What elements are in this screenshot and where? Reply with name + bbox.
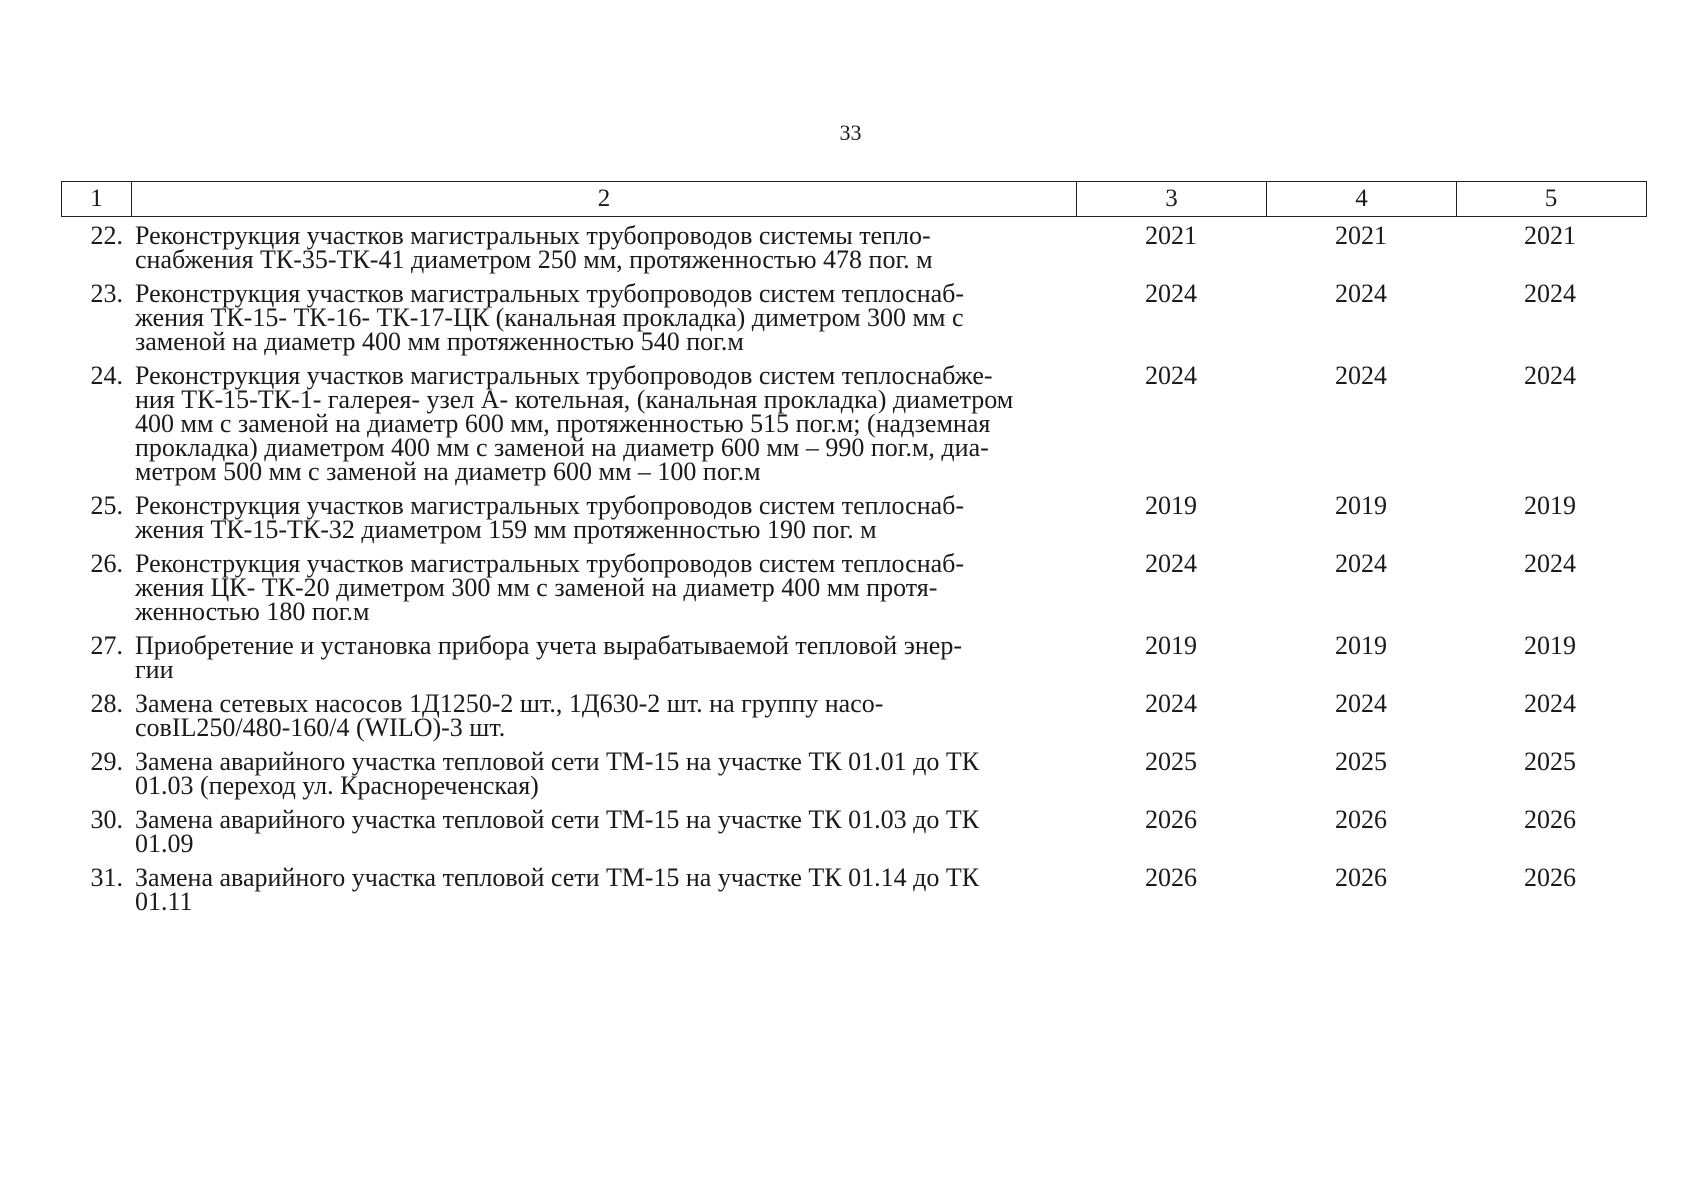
year-col-3: 2024 bbox=[1145, 549, 1197, 578]
row-description bbox=[131, 631, 1076, 684]
table-row bbox=[61, 689, 1647, 742]
description-line: Реконструкция участков магистральных трубопроводов систем теплоснабже- bbox=[135, 361, 993, 390]
description-line: заменой на диаметр 400 мм протяженностью 540 пог.м bbox=[135, 327, 744, 356]
description-line: 01.03 (переход ул. Краснореченская) bbox=[135, 771, 539, 800]
description-line: 400 мм с заменой на диаметр 600 мм, протяженностью 515 пог.м; (надземная bbox=[135, 409, 991, 438]
row-number: 23. bbox=[90, 279, 123, 308]
description-line: 01.09 bbox=[135, 829, 194, 858]
year-col-5: 2024 bbox=[1524, 279, 1576, 308]
year-col-5: 2024 bbox=[1524, 689, 1576, 718]
description-line: Реконструкция участков магистральных трубопроводов систем теплоснаб- bbox=[135, 491, 965, 520]
column-header-5: 5 bbox=[1544, 185, 1558, 212]
description-line: 01.11 bbox=[135, 887, 193, 916]
table-row bbox=[61, 863, 1647, 916]
row-description bbox=[131, 549, 1076, 626]
row-number: 28. bbox=[90, 689, 123, 718]
table-row bbox=[61, 221, 1647, 274]
year-col-4: 2021 bbox=[1335, 221, 1387, 250]
year-col-5: 2021 bbox=[1524, 221, 1576, 250]
table-row bbox=[61, 805, 1647, 858]
description-line: Реконструкция участков магистральных трубопроводов систем теплоснаб- bbox=[135, 549, 965, 578]
description-line: метром 500 мм с заменой на диаметр 600 мм – 100 пог.м bbox=[135, 457, 761, 486]
row-number: 31. bbox=[90, 863, 123, 892]
year-col-5: 2024 bbox=[1524, 361, 1576, 390]
year-col-3: 2024 bbox=[1145, 279, 1197, 308]
row-description bbox=[131, 361, 1076, 486]
row-number: 24. bbox=[90, 361, 123, 390]
description-line: Замена сетевых насосов 1Д1250-2 шт., 1Д630-2 шт. на группу насо- bbox=[135, 689, 884, 718]
description-line: Реконструкция участков магистральных трубопроводов систем теплоснаб- bbox=[135, 279, 965, 308]
row-description bbox=[131, 747, 1076, 800]
table-row bbox=[61, 279, 1647, 356]
row-description bbox=[131, 689, 1076, 742]
column-header-1: 1 bbox=[62, 182, 132, 216]
row-number: 22. bbox=[90, 221, 123, 250]
year-col-3: 2025 bbox=[1145, 747, 1197, 776]
row-number: 26. bbox=[90, 549, 123, 578]
page-number: 33 bbox=[839, 120, 862, 145]
row-number: 29. bbox=[90, 747, 123, 776]
description-line: женностью 180 пог.м bbox=[135, 597, 370, 626]
description-line: прокладка) диаметром 400 мм с заменой на диаметр 600 мм – 990 пог.м, диа- bbox=[135, 433, 989, 462]
year-col-4: 2019 bbox=[1335, 491, 1387, 520]
year-col-5: 2024 bbox=[1524, 549, 1576, 578]
year-col-3: 2021 bbox=[1145, 221, 1197, 250]
year-col-4: 2024 bbox=[1335, 279, 1387, 308]
year-col-3: 2026 bbox=[1145, 863, 1197, 892]
description-line: жения ТК-15-ТК-32 диаметром 159 мм протяженностью 190 пог. м bbox=[135, 515, 877, 544]
description-line: жения ТК-15- ТК-16- ТК-17-ЦК (канальная прокладка) диметром 300 мм с bbox=[135, 303, 964, 332]
description-line: Замена аварийного участка тепловой сети ТМ-15 на участке ТК 01.01 до ТК bbox=[135, 747, 980, 776]
row-description bbox=[131, 491, 1076, 544]
row-description bbox=[131, 221, 1076, 274]
year-col-3: 2026 bbox=[1145, 805, 1197, 834]
description-line: Реконструкция участков магистральных трубопроводов системы тепло- bbox=[135, 221, 931, 250]
table-row bbox=[61, 549, 1647, 626]
description-line: Приобретение и установка прибора учета вырабатываемой тепловой энер- bbox=[135, 631, 962, 660]
year-col-5: 2019 bbox=[1524, 491, 1576, 520]
description-line: Замена аварийного участка тепловой сети ТМ-15 на участке ТК 01.14 до ТК bbox=[135, 863, 980, 892]
year-col-4: 2025 bbox=[1335, 747, 1387, 776]
table-row bbox=[61, 631, 1647, 684]
year-col-4: 2024 bbox=[1335, 361, 1387, 390]
year-col-4: 2026 bbox=[1335, 863, 1387, 892]
year-col-5: 2019 bbox=[1524, 631, 1576, 660]
row-number: 30. bbox=[90, 805, 123, 834]
column-header-2: 2 bbox=[132, 182, 1077, 216]
year-col-3: 2024 bbox=[1145, 361, 1197, 390]
year-col-4: 2026 bbox=[1335, 805, 1387, 834]
table-row bbox=[61, 491, 1647, 544]
description-line: жения ЦК- ТК-20 диметром 300 мм с заменой на диаметр 400 мм протя- bbox=[135, 573, 938, 602]
column-header-3: 3 bbox=[1077, 182, 1267, 216]
description-line: гии bbox=[135, 655, 174, 684]
description-line: ния ТК-15-ТК-1- галерея- узел А- котельная, (канальная прокладка) диаметром bbox=[135, 385, 1014, 414]
year-col-3: 2019 bbox=[1145, 631, 1197, 660]
year-col-4: 2024 bbox=[1335, 549, 1387, 578]
table-body bbox=[61, 221, 1647, 924]
table-row bbox=[61, 747, 1647, 800]
year-col-3: 2024 bbox=[1145, 689, 1197, 718]
row-description bbox=[131, 279, 1076, 356]
year-col-4: 2024 bbox=[1335, 689, 1387, 718]
year-col-5: 2026 bbox=[1524, 863, 1576, 892]
column-header-4: 4 bbox=[1267, 182, 1457, 216]
description-line: совIL250/480-160/4 (WILO)-3 шт. bbox=[135, 713, 506, 742]
year-col-4: 2019 bbox=[1335, 631, 1387, 660]
table-header-row bbox=[61, 181, 1647, 217]
row-number: 25. bbox=[90, 491, 123, 520]
year-col-5: 2026 bbox=[1524, 805, 1576, 834]
row-description bbox=[131, 805, 1076, 858]
row-description bbox=[131, 863, 1076, 916]
description-line: снабжения ТК-35-ТК-41 диаметром 250 мм, протяженностью 478 пог. м bbox=[135, 245, 933, 274]
table-row bbox=[61, 361, 1647, 486]
year-col-5: 2025 bbox=[1524, 747, 1576, 776]
row-number: 27. bbox=[90, 631, 123, 660]
description-line: Замена аварийного участка тепловой сети ТМ-15 на участке ТК 01.03 до ТК bbox=[135, 805, 980, 834]
year-col-3: 2019 bbox=[1145, 491, 1197, 520]
